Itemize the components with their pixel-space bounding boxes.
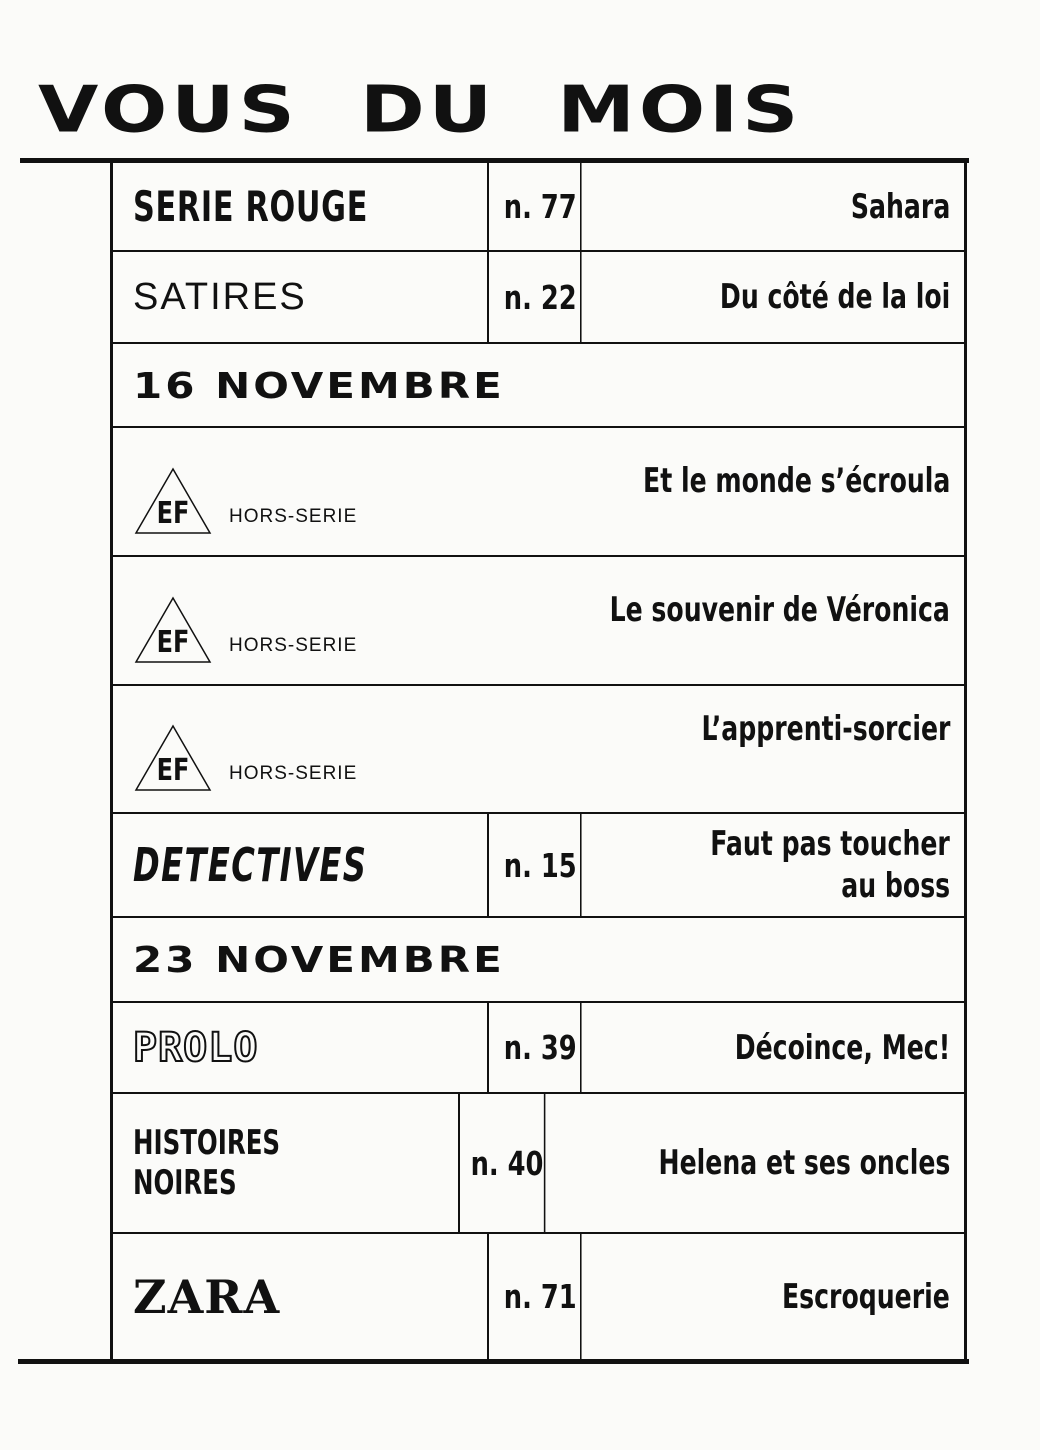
- ef-logo-text: EF: [156, 495, 190, 531]
- hors-serie-label: HORS-SERIE: [229, 763, 358, 784]
- hors-serie-label: HORS-SERIE: [229, 505, 358, 527]
- title-cell: [593, 252, 964, 342]
- table-row: [113, 1234, 964, 1359]
- series-cell: [113, 814, 489, 916]
- hors-serie-cell: [113, 557, 964, 684]
- date-row: [113, 918, 964, 1003]
- table-row: [113, 252, 964, 344]
- page-title: VOUS DU MOIS: [38, 73, 803, 147]
- issue-title: Le souvenir de Véronica: [609, 589, 950, 630]
- ef-triangle-logo-icon: [133, 595, 213, 665]
- issue-number-cell: [500, 1234, 581, 1359]
- issue-title-line-2: au boss: [841, 866, 950, 906]
- series-cell: [113, 1003, 489, 1092]
- ef-triangle-logo-icon: [133, 723, 213, 793]
- issue-number: n. 71: [503, 1277, 577, 1316]
- series-name: HISTOIRES NOIRES: [133, 1123, 281, 1203]
- series-cell: [113, 252, 489, 342]
- issue-number: n. 39: [503, 1028, 577, 1067]
- series-name: DETECTIVES: [133, 838, 368, 892]
- series-name: SATIRES: [133, 275, 307, 318]
- issue-title: Helena et ses oncles: [658, 1143, 950, 1183]
- ef-logo-text: EF: [156, 624, 190, 660]
- table-row: [113, 557, 964, 686]
- issue-title: Escroquerie: [782, 1276, 950, 1317]
- bottom-rule: [18, 1359, 969, 1364]
- issue-title: Sahara: [850, 186, 950, 227]
- issue-number-cell: [500, 1003, 581, 1092]
- issue-title: Décoince, Mec!: [734, 1027, 950, 1068]
- release-date: 23 NOVEMBRE: [133, 938, 505, 981]
- title-cell: [556, 1094, 964, 1232]
- hors-serie-cell: [113, 686, 964, 812]
- table-row: [113, 1094, 964, 1234]
- issue-title: Du côté de la loi: [719, 277, 950, 317]
- hors-serie-cell: [113, 428, 964, 555]
- table-row: [113, 1003, 964, 1094]
- release-date: 16 NOVEMBRE: [133, 364, 505, 406]
- date-cell: [113, 344, 964, 426]
- table-row: [113, 814, 964, 918]
- issue-number-cell: [500, 252, 581, 342]
- issue-number-cell: [470, 1094, 545, 1232]
- ef-logo-text: EF: [156, 753, 190, 788]
- hors-serie-label: HORS-SERIE: [229, 634, 358, 656]
- title-cell: [593, 814, 964, 916]
- issue-number: n. 77: [503, 187, 577, 226]
- title-cell: [593, 163, 964, 250]
- date-cell: [113, 918, 964, 1001]
- series-cell: [113, 1234, 489, 1359]
- table-row: [113, 163, 964, 252]
- series-name: PROLO: [133, 1024, 259, 1071]
- series-cell: [113, 1094, 460, 1232]
- issue-title-line-1: Faut pas toucher: [710, 824, 950, 864]
- table-row: [113, 686, 964, 814]
- date-row: [113, 344, 964, 428]
- series-name: SERIE ROUGE: [133, 182, 369, 231]
- issue-number-cell: [500, 163, 581, 250]
- issue-number: n. 22: [503, 277, 577, 317]
- issue-title: L’apprenti-sorcier: [701, 709, 950, 749]
- ef-triangle-logo-icon: [133, 466, 213, 536]
- issue-number: n. 15: [503, 845, 577, 885]
- issue-number: n. 40: [470, 1143, 544, 1183]
- issue-number-cell: [500, 814, 581, 916]
- series-name: ZARA: [133, 1269, 281, 1324]
- issue-title: Et le monde s’écroula: [642, 460, 950, 501]
- release-schedule-table: [110, 163, 967, 1359]
- series-cell: [113, 163, 489, 250]
- title-cell: [593, 1234, 964, 1359]
- title-cell: [593, 1003, 964, 1092]
- table-row: [113, 428, 964, 557]
